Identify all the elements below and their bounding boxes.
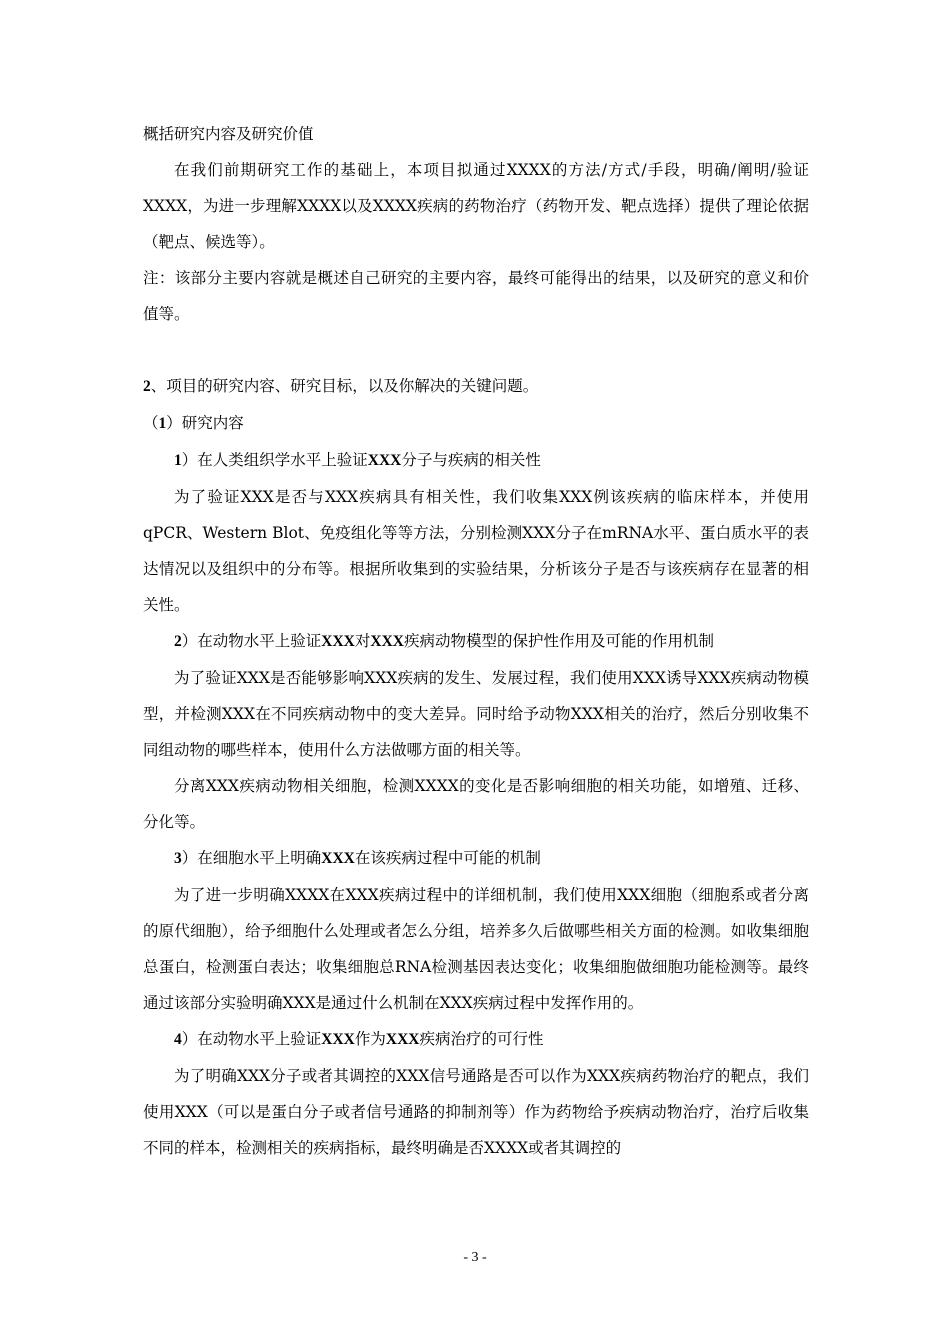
item-heading-bold: XXX [321, 633, 355, 650]
item-heading-text: ）在人类组织学水平上验证 [181, 451, 368, 469]
item-heading-text: ）在动物水平上验证 [181, 632, 322, 650]
item-heading-text: ）在细胞水平上明确 [181, 849, 322, 867]
item-heading-text: 对 [354, 632, 371, 650]
section-2-number: 2 [143, 378, 151, 395]
intro-body: 在我们前期研究工作的基础上，本项目拟通过XXXX的方法/方式/手段，明确/阐明/验证XXXX，为进一步理解XXXX以及XXXX疾病的药物治疗（药物开发、靶点选择）提供了理论依据（靶点、候选等）。 [143, 161, 809, 251]
item-3-heading [143, 840, 809, 877]
page-number: - 3 - [463, 1250, 487, 1265]
item-number: 4 [174, 1031, 182, 1048]
item-4-heading [143, 1021, 809, 1058]
item-heading-text: 疾病动物模型的保护性作用及可能的作用机制 [403, 632, 714, 650]
item-heading-text: 在该疾病过程中可能的机制 [354, 849, 541, 867]
item-4-paragraph: 为了明确XXX分子或者其调控的XXX信号通路是否可以作为XXX疾病药物治疗的靶点，我们使用XXX（可以是蛋白分子或者信号通路的抑制剂等）作为药物给予疾病动物治疗，治疗后收集不同的样本，检测相关的疾病指标，最终明确是否XXXX或者其调控的 [143, 1067, 809, 1157]
item-heading-text: 作为 [354, 1030, 386, 1048]
item-2-paragraph: 为了验证XXX是否能够影响XXX疾病的发生、发展过程，我们使用XXX诱导XXX疾病动物模型，并检测XXX在不同疾病动物中的变大差异。同时给予动物XXX相关的治疗，然后分别收集不同组动物的哪些样本，使用什么方法做哪方面的相关等。 [143, 669, 809, 759]
item-heading-text: 分子与疾病的相关性 [401, 451, 541, 469]
intro-note: 注：该部分主要内容就是概述自己研究的主要内容，最终可能得出的结果，以及研究的意义和价值等。 [143, 269, 809, 323]
section-2-text: 、项目的研究内容、研究目标，以及你解决的关键问题。 [150, 377, 539, 395]
item-2-paragraph: 分离XXX疾病动物相关细胞，检测XXXX的变化是否影响细胞的相关功能，如增殖、迁移、分化等。 [143, 777, 809, 831]
item-heading-bold: XXX [370, 633, 404, 650]
item-heading-bold: XXX [385, 1031, 420, 1048]
section-2-title [143, 368, 809, 405]
page-content [143, 116, 809, 1166]
item-1-heading [143, 442, 809, 479]
item-1-paragraph: 为了验证XXX是否与XXX疾病具有相关性，我们收集XXX例该疾病的临床样本，并使用qPCR、Western Blot、免疫组化等等方法，分别检测XXX分子在mRNA水平、蛋白质水平的表达情况以及组织中的分布等。根据所收集到的实验结果，分析该分子是否与该疾病存在显著的相关性。 [143, 488, 809, 614]
item-heading-text: ）在动物水平上验证 [181, 1030, 322, 1048]
item-heading-bold: XXX [321, 850, 355, 867]
item-number: 2 [174, 633, 182, 650]
item-number: 3 [174, 850, 182, 867]
item-heading-text: 疾病治疗的可行性 [419, 1030, 544, 1048]
item-heading-bold: XXX [367, 452, 402, 469]
item-3-paragraph: 为了进一步明确XXXX在XXX疾病过程中的详细机制，我们使用XXX细胞（细胞系或者分离的原代细胞），给予细胞什么处理或者怎么分组，培养多久后做哪些相关方面的检测。如收集细胞总蛋白，检测蛋白表达；收集细胞总RNA检测基因表达变化；收集细胞做细胞功能检测等。最终通过该部分实验明确XXX是通过什么机制在XXX疾病过程中发挥作用的。 [143, 886, 809, 1012]
intro-heading: 概括研究内容及研究价值 [143, 125, 314, 143]
subsection-paren: （ [143, 414, 159, 432]
item-number: 1 [174, 452, 182, 469]
item-2-heading [143, 623, 809, 660]
subsection-1-title [143, 405, 809, 442]
subsection-text: ）研究内容 [166, 414, 244, 432]
subsection-number: 1 [158, 415, 167, 432]
item-heading-bold: XXX [321, 1031, 355, 1048]
